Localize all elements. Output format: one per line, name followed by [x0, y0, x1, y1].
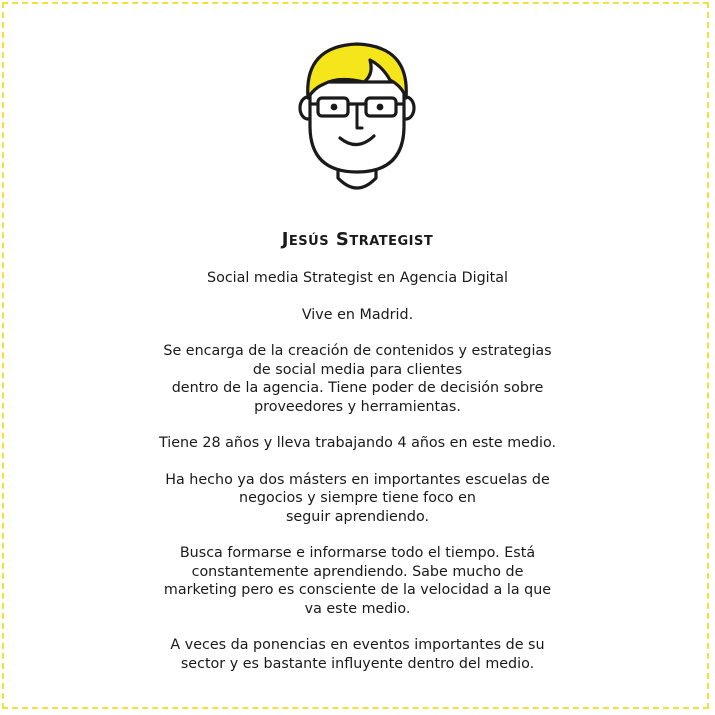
persona-responsibilities: Se encarga de la creación de contenidos y estrategias de social media para clientes dentro de la agencia. Tiene poder de decisión sobre proveedores y herramientas. — [163, 343, 552, 415]
persona-learning: Busca formarse e informarse todo el tiempo. Está constantemente aprendiendo. Sabe mucho de marketing pero es consciente de la velocidad a la que va este medio. — [163, 545, 552, 617]
persona-name: Jesús Strategist — [281, 229, 434, 250]
persona-bio — [140, 269, 575, 691]
persona-role: Social media Strategist en Agencia Digital — [207, 270, 508, 286]
person-with-glasses-icon — [298, 40, 416, 192]
persona-location: Vive en Madrid. — [301, 306, 414, 323]
persona-experience: Tiene 28 años y lleva trabajando 4 años en este medio. — [158, 435, 557, 451]
persona-speaking: A veces da ponencias en eventos importantes de su sector y es bastante influyente dentro del medio. — [170, 637, 545, 672]
persona-education: Ha hecho ya dos másters en importantes escuelas de negocios y siempre tiene foco en seguir aprendiendo. — [165, 471, 550, 525]
